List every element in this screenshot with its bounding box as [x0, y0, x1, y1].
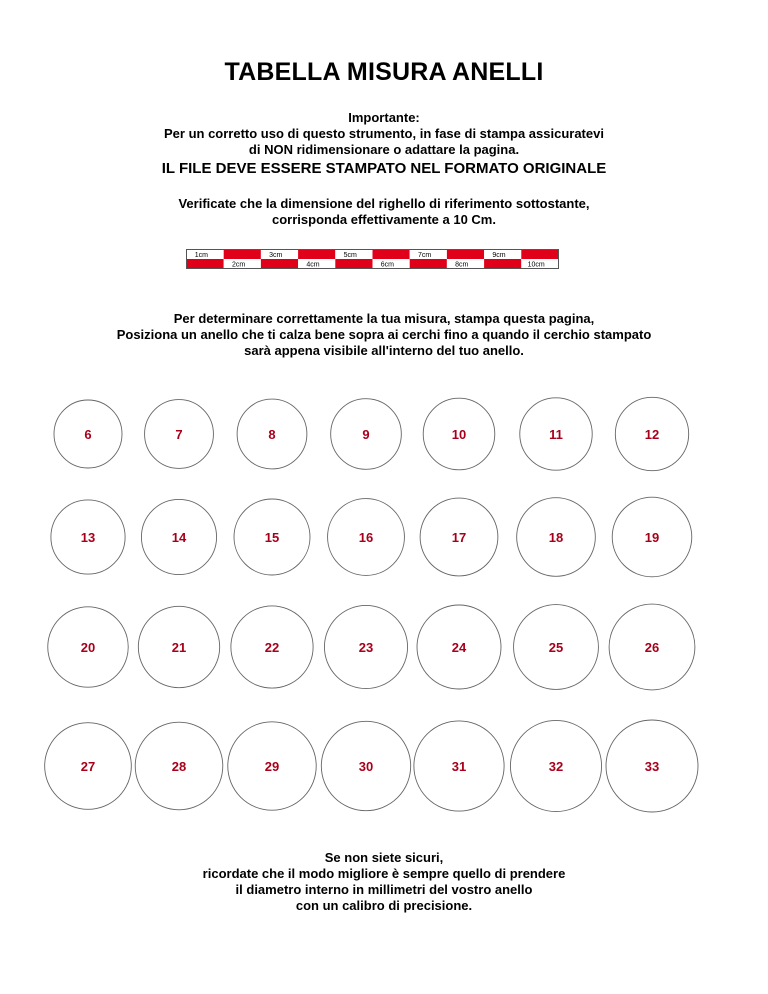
ring-circle — [141, 499, 216, 574]
ruler-label: 8cm — [455, 261, 469, 269]
footer-line-4: con un calibro di precisione. — [295, 898, 473, 913]
ring-circle — [234, 499, 310, 575]
ruler-instructions — [0, 196, 768, 228]
ring-size-label: 14 — [171, 530, 187, 545]
warning-heading: Importante: — [348, 110, 420, 125]
ring-size-label: 31 — [451, 759, 467, 774]
ring-circle — [328, 499, 405, 576]
ring-size-label: 16 — [358, 530, 374, 545]
ruler-segment-bottom — [335, 259, 372, 269]
ring-size-label: 29 — [264, 759, 280, 774]
footer-line-2: ricordate che il modo migliore è sempre quello di prendere — [202, 866, 566, 881]
ruler-label: 5cm — [343, 251, 357, 259]
ring-size-label: 33 — [644, 759, 660, 774]
verify-line-2: corrisponda effettivamente a 10 Cm. — [272, 212, 496, 227]
ring-circle — [417, 605, 501, 689]
ring-circle — [423, 398, 495, 470]
ring-circle — [514, 605, 599, 690]
ruler-label: 7cm — [417, 251, 432, 259]
print-warning — [0, 110, 768, 178]
ring-size-label: 23 — [358, 640, 374, 655]
ring-circle — [237, 399, 307, 469]
ring-circle — [615, 397, 688, 470]
ring-circle — [135, 722, 223, 810]
ruler-segment-top — [373, 250, 410, 260]
ring-circle — [510, 720, 601, 811]
ring-circle — [48, 607, 128, 687]
verify-line-1: Verificate che la dimensione del righello di riferimento sottostante, — [178, 196, 590, 211]
print-notice: IL FILE DEVE ESSERE STAMPATO NEL FORMATO ORIGINALE — [161, 160, 607, 177]
ring-size-label: 8 — [268, 427, 276, 442]
ring-size-label: 13 — [80, 530, 96, 545]
ring-size-label: 11 — [549, 427, 563, 442]
ruler-label: 6cm — [380, 261, 394, 269]
ruler-segment-bottom — [187, 259, 224, 269]
ring-size-label: 9 — [362, 427, 370, 442]
ring-circle — [45, 723, 132, 810]
ring-size-label: 17 — [451, 530, 467, 545]
ring-size-label: 10 — [451, 427, 467, 442]
ruler-segment-bottom — [484, 259, 521, 269]
ring-size-label: 18 — [548, 530, 564, 545]
ruler-segment-top — [447, 250, 484, 260]
ring-size-label: 26 — [644, 640, 660, 655]
ring-size-label: 25 — [548, 640, 564, 655]
ring-size-label: 28 — [171, 759, 187, 774]
page-title: TABELLA MISURA ANELLI — [224, 58, 544, 86]
ring-size-label: 32 — [548, 759, 564, 774]
ruler-segment-top — [298, 250, 335, 260]
warning-line-1: Per un corretto uso di questo strumento, in fase di stampa assicuratevi — [164, 126, 604, 141]
ring-size-label: 22 — [264, 640, 280, 655]
warning-line-2: di NON ridimensionare o adattare la pagina. — [248, 142, 520, 157]
ring-circle — [321, 721, 410, 810]
ring-circle — [517, 498, 596, 577]
ring-circle — [324, 605, 407, 688]
ring-circle — [54, 400, 122, 468]
ring-size-label: 6 — [84, 427, 92, 442]
ruler-label: 1cm — [194, 251, 208, 259]
ring-size-label: 19 — [644, 530, 660, 545]
ring-circle — [414, 721, 504, 811]
ruler-segment-bottom — [261, 259, 298, 269]
ruler-segment-top — [224, 250, 261, 260]
ruler-graphic — [186, 249, 560, 269]
footer-advice — [0, 850, 768, 914]
ruler-segment-bottom — [410, 259, 447, 269]
reference-ruler — [186, 249, 560, 269]
ruler-label: 10cm — [527, 261, 545, 269]
instruction-line-3: sarà appena visibile all'interno del tuo anello. — [244, 343, 524, 358]
ruler-label: 9cm — [492, 251, 506, 259]
ring-circle — [228, 722, 316, 810]
ring-size-label: 15 — [264, 530, 280, 545]
ring-circle — [138, 606, 219, 687]
ring-size-label: 21 — [171, 640, 187, 655]
ring-circle — [609, 604, 695, 690]
ring-size-label: 30 — [358, 759, 374, 774]
ring-circle — [420, 498, 498, 576]
ruler-label: 3cm — [269, 251, 283, 259]
footer-line-3: il diametro interno in millimetri del vostro anello — [235, 882, 533, 897]
ring-size-label: 12 — [644, 427, 660, 442]
ring-size-label: 7 — [175, 427, 183, 442]
ring-size-label: 24 — [451, 640, 467, 655]
ring-size-label: 20 — [80, 640, 96, 655]
ring-size-label: 27 — [80, 759, 96, 774]
ruler-label: 2cm — [231, 261, 246, 269]
measure-instructions — [0, 311, 768, 359]
ruler-label: 4cm — [306, 261, 320, 269]
ring-circle — [51, 500, 125, 574]
footer-line-1: Se non siete sicuri, — [324, 850, 444, 865]
ring-circle — [612, 497, 692, 577]
ring-circle — [331, 399, 402, 470]
ruler-segment-top — [521, 250, 558, 260]
instruction-line-1: Per determinare correttamente la tua misura, stampa questa pagina, — [173, 311, 595, 326]
instruction-line-2: Posiziona un anello che ti calza bene sopra ai cerchi fino a quando il cerchio stampato — [116, 327, 652, 342]
ring-circle — [145, 400, 214, 469]
ring-circle — [520, 398, 592, 470]
ring-circle — [606, 720, 698, 812]
ring-circle — [231, 606, 313, 688]
